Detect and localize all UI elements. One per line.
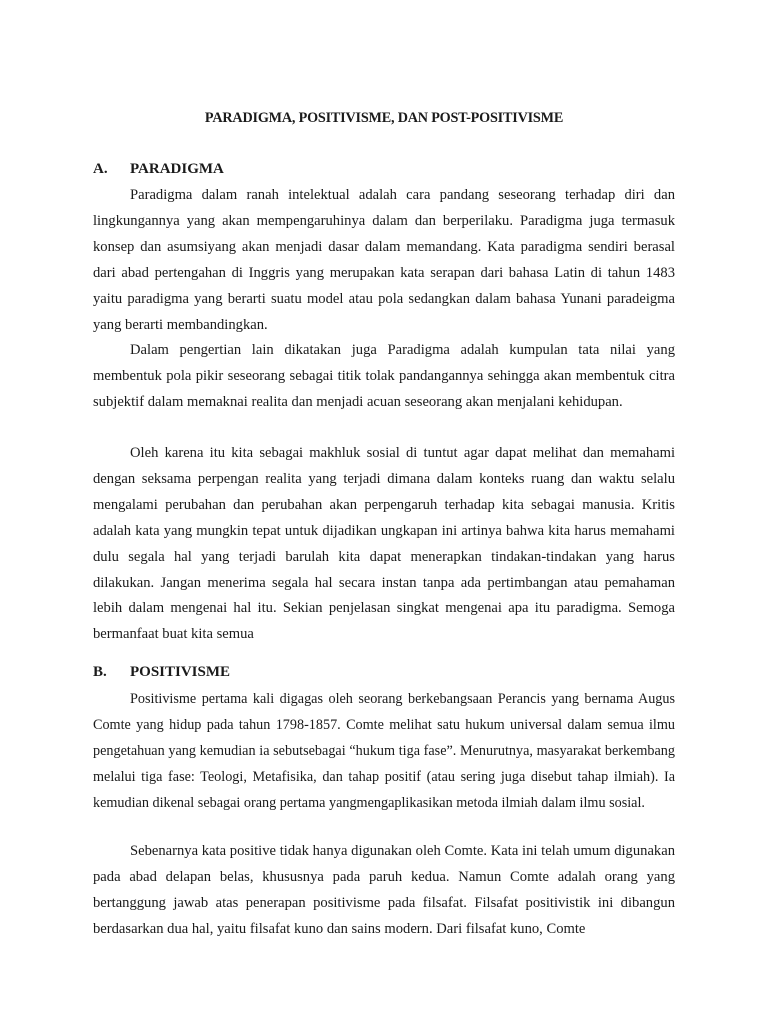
section-heading-b <box>93 664 230 681</box>
section-title-b: POSITIVISME <box>130 664 231 680</box>
paragraph-a3: Oleh karena itu kita sebagai makhluk sosial di tuntut agar dapat melihat dan memahami dengan seksama perpengan realita yang terjadi dimana dalam konteks ruang dan waktu selalu mengalami perubahan dan perubahan akan perpengaruh terhadap kita sebagai manusia. Kritis adalah kata yang mungkin tepat untuk dijadikan ungkapan ini artinya bahwa kita harus memahami dulu segala hal yang terjadi barulah kita dapat menerapkan tindakan-tindakan yang harus dilakukan. Jangan menerima segala hal secara instan tanpa ada pertimbangan atau pemahaman lebih dalam mengenai hal itu. Sekian penjelasan singkat mengenai apa itu paradigma. Semoga bermanfaat buat kita semua <box>93 445 675 643</box>
paragraph-a1: Paradigma dalam ranah intelektual adalah cara pandang seseorang terhadap diri dan lingkungannya yang akan mempengaruhinya dalam dan berperilaku. Paradigma juga termasuk konsep dan asumsiyang akan menjadi dasar dalam memandang. Kata paradigma sendiri berasal dari abad pertengahan di Inggris yang merupakan kata serapan dari bahasa Latin di tahun 1483 yaitu paradigma yang berarti suatu model atau pola sedangkan dalam bahasa Yunani paradeigma yang berarti membandingkan. <box>93 187 675 333</box>
paragraph-b1: Positivisme pertama kali digagas oleh seorang berkebangsaan Perancis yang bernama Augus Comte yang hidup pada tahun 1798-1857. Comte melihat satu hukum universal dalam semua ilmu pengetahuan yang kemudian ia sebutsebagai “hukum tiga fase”. Menurutnya, masyarakat berkembang melalui tiga fase: Teologi, Metafisika, dan tahap positif (atau sering juga disebut tahap ilmiah). Ia kemudian dikenal sebagai orang pertama yangmengaplikasikan metoda ilmiah dalam ilmu sosial. <box>93 691 675 811</box>
paragraph-a2: Dalam pengertian lain dikatakan juga Paradigma adalah kumpulan tata nilai yang membentuk pola pikir seseorang sebagai titik tolak pandangannya sehingga akan membentuk citra subjektif dalam memaknai realita dan menjadi acuan seseorang akan menjalani kehidupan. <box>93 342 675 410</box>
paragraph-b2: Sebenarnya kata positive tidak hanya digunakan oleh Comte. Kata ini telah umum digunakan pada abad delapan belas, khususnya pada paruh kedua. Namun Comte adalah orang yang bertanggung jawab atas penerapan positivisme pada filsafat. Filsafat positivistik ini dibangun berdasarkan dua hal, yaitu filsafat kuno dan sains modern. Dari filsafat kuno, Comte <box>93 843 675 937</box>
section-letter-a: A. <box>93 161 108 177</box>
section-heading-a <box>93 161 224 178</box>
section-title-a: PARADIGMA <box>130 161 224 177</box>
section-letter-b: B. <box>93 664 107 680</box>
document-title: PARADIGMA, POSITIVISME, DAN POST-POSITIVISME <box>204 110 564 126</box>
